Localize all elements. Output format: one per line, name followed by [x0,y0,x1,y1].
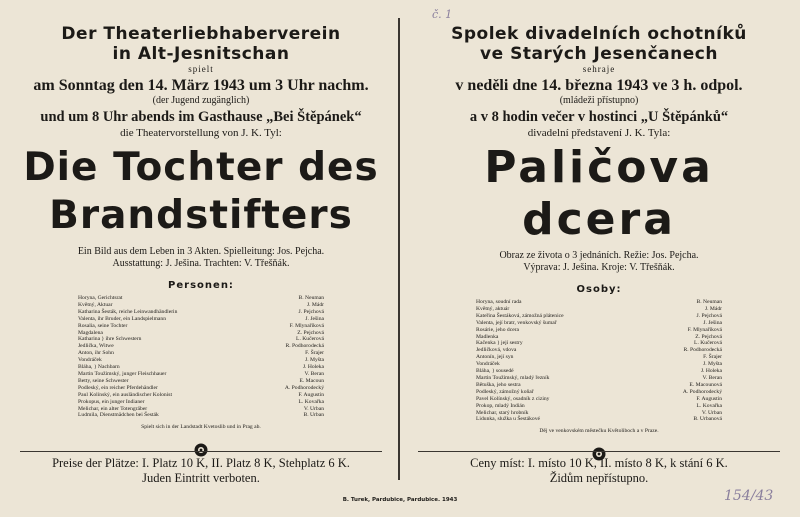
cast-actor: B. Neuman [696,299,722,305]
czech-prices [418,456,780,486]
cast-role: Bláha, } sousedé [476,368,514,375]
czech-title-line2: dcera [522,194,676,245]
german-title-line2: Brandstifters [49,193,353,238]
handwritten-note-top: č. 1 [432,8,453,21]
cast-role: Prokop, mladý Indián [476,402,525,409]
german-info-line2: Ausstattung: J. Ješina. Trachten: V. Třešňák. [112,258,290,269]
cast-row [476,354,722,361]
cast-actor: A. Podhorodecký [284,384,324,391]
cast-actor: F. Šrajer [703,354,722,361]
cast-row [476,306,722,313]
cast-actor: V. Urban [303,405,324,412]
cast-actor: B. Neuman [298,295,324,301]
cast-role: Antonín, její syn [476,354,514,361]
cast-role: Pavel Kolínský, osadník z ciziny [476,395,550,402]
czech-info-line1: Obraz ze života o 3 jednáních. Režie: Jos. Pejcha. [499,250,699,261]
cast-row [78,399,324,406]
cast-row [78,343,324,350]
cast-row [476,327,722,334]
cast-row [78,378,324,385]
cast-actor: E. Macounová [689,381,722,388]
german-production-info [20,246,382,270]
german-youth-note: (der Jugend zugänglich) [152,95,250,106]
cast-role: Horyna, Gerichtsrat [78,295,123,301]
german-prices-line1: Preise der Plätze: I. Platz 10 K, II. Platz 8 K, Stehplatz 6 K. [52,456,350,470]
cast-actor: J. Ješina [305,315,324,322]
cast-actor: F. Šrajer [305,350,324,357]
cast-actor: L. Kučerová [694,340,722,347]
cast-row [78,295,324,302]
cast-actor: B. Urban [303,412,324,419]
cast-role: Ludmila, Dienstmädchen bei Šesták [78,412,159,419]
cast-actor: F. Mlynaříková [687,326,722,333]
czech-title-line1: Paličova [484,142,714,193]
cast-row [78,330,324,337]
cast-actor: L. Kovařka [298,398,324,405]
handwritten-note-bottom: 154/43 [724,488,774,504]
cast-role: Katharina Šesták, reiche Leinwandhändlerin [78,308,178,315]
czech-cast-footer: Děj ve venkovském městečku Květoliboch a v Praze. [539,428,659,435]
cast-role: Martin Toužimský, mladý řezník [476,374,550,381]
cast-row [476,299,722,306]
cast-role: Lidunka, služka u Šestákové [476,416,541,423]
cast-actor: J. Mádr [704,305,722,312]
cast-row [476,368,722,375]
cast-row [78,364,324,371]
czech-prices-line2: Židům nepřístupno. [549,471,649,485]
cast-actor: R. Podhorodecká [683,347,722,354]
cast-actor: F. Mlynaříková [289,322,324,329]
cast-role: Vondráček [476,361,500,368]
cast-role: Jedlička, Witwe [78,343,114,350]
czech-verb: sehraje [582,64,616,74]
cast-row [476,340,722,347]
cast-role: Magdalena [78,329,103,336]
cast-role: Bětuška, jeho sestra [476,381,521,388]
czech-prices-line1: Ceny míst: I. místo 10 K, II. místo 8 K, k stání 6 K. [470,456,728,470]
cast-actor: J. Holeka [700,368,722,375]
cast-actor: J. Pejchová [696,312,722,319]
cast-row [476,416,722,423]
cast-actor: J. Myšta [703,361,722,368]
cast-row [78,357,324,364]
cast-row [78,323,324,330]
cast-actor: Z. Pejchová [695,333,722,340]
cast-row [476,382,722,389]
czech-date: v neděli dne 14. března 1943 ve 3 h. odpol. [455,77,743,94]
cast-actor: J. Holeka [302,364,324,371]
german-column [6,0,396,480]
czech-price-rule [418,451,780,452]
cast-actor: J. Myšta [305,357,324,364]
german-cast-list [78,295,324,419]
czech-youth-note: (mládeži přístupno) [559,95,639,106]
german-presentation: die Theatervorstellung von J. K. Tyl: [120,127,282,139]
cast-row [78,350,324,357]
czech-production-info [418,250,780,274]
german-date: am Sonntag den 14. März 1943 um 3 Uhr nachm. [33,77,369,94]
cast-role: Jedličková, vdova [476,347,517,354]
cast-role: Vondráček [78,357,102,364]
german-prices-line2: Juden Eintritt verboten. [142,471,260,485]
cast-role: Podleský, ein reicher Pferdehändler [78,384,158,391]
german-org-line2: in Alt-Jesnitschan [112,44,290,64]
ornament-icon [194,443,208,457]
cast-row [78,302,324,309]
cast-actor: V. Beran [304,370,324,377]
czech-info-line2: Výprava: J. Ješina. Kroje: V. Třešňák. [523,262,675,273]
cast-role: Rosalia, seine Tochter [78,322,128,329]
german-venue: und um 8 Uhr abends im Gasthause „Bei Štěpánek“ [40,109,362,125]
cast-actor: E. Macoun [299,377,324,384]
cast-actor: L. Kovařka [696,402,722,409]
cast-role: Květný, Aktuar [78,301,113,308]
german-cast-footer: Spielt sich in der Landstadt Kvetoslib und in Prag ab. [141,424,261,431]
czech-venue: a v 8 hodin večer v hostinci „U Štěpánků“ [469,109,729,125]
german-info-line1: Ein Bild aus dem Leben in 3 Akten. Spielleitung: Jos. Pejcha. [77,246,325,257]
german-cast-heading: Personen: [168,280,234,291]
cast-role: Paul Kolínský, ein ausländischer Kolonist [78,391,172,398]
cast-row [78,336,324,343]
german-verb: spielt [188,64,214,74]
printer-imprint: B. Turek, Pardubice, Pardubice. 1943 [342,497,458,503]
cast-role: Melichar, ein alter Totengräber [78,405,148,412]
cast-row [476,361,722,368]
cast-role: Betty, seine Schwester [78,377,129,384]
german-title-line1: Die Tochter des [23,145,379,190]
cast-role: Kateřina Šestáková, zámožná plátenice [476,312,564,319]
cast-row [78,309,324,316]
cast-row [476,375,722,382]
cast-actor: B. Urbanová [693,416,722,423]
cast-role: Anton, ihr Sohn [78,350,114,357]
cast-role: Horyna, soudní rada [476,299,522,305]
cast-row [78,392,324,399]
german-org-line1: Der Theaterliebhaberverein [61,24,341,44]
cast-row [476,334,722,341]
cast-actor: Z. Pejchová [297,329,324,336]
cast-actor: J. Mádr [306,301,324,308]
czech-presentation: divadelní představení J. K. Tyla: [527,127,671,139]
cast-actor: F. Augustin [696,395,722,402]
czech-cast-heading: Osoby: [576,284,622,295]
cast-actor: J. Ješina [703,319,722,326]
cast-row [78,385,324,392]
czech-cast-list [476,299,722,423]
cast-actor: V. Beran [702,374,722,381]
cast-role: Madlenka [476,333,499,340]
cast-role: Valenta, ihr Bruder, ein Landspielmann [78,315,167,322]
cast-row [476,347,722,354]
cast-role: Květný, aktuár [476,305,510,312]
cast-actor: L. Kučerová [296,336,324,343]
cast-actor: J. Pejchová [298,308,324,315]
czech-org-line1: Spolek divadelních ochotníků [451,24,747,44]
cast-row [476,313,722,320]
cast-row [78,316,324,323]
cast-actor: A. Podhorodecký [682,388,722,395]
cast-actor: V. Urban [701,409,722,416]
cast-actor: R. Podhorodecká [285,343,324,350]
cast-row [476,396,722,403]
cast-row [78,412,324,419]
cast-row [476,389,722,396]
cast-role: Podleský, zámožný koňař [476,388,534,395]
german-price-rule [20,451,382,452]
cast-row [78,371,324,378]
cast-actor: F. Augustin [298,391,324,398]
cast-role: Rosárie, jeho dcera [476,326,520,333]
cast-row [476,403,722,410]
cast-row [476,320,722,327]
column-divider [398,18,400,480]
czech-column [404,0,794,480]
german-prices [20,456,382,486]
cast-role: Martin Toužimský, junger Fleischhauer [78,370,167,377]
cast-role: Katharina } ihre Schwestern [78,336,142,343]
cast-role: Bláha, } Nachbarn [78,364,120,371]
cast-role: Prokopus, ein junger Indianer [78,398,145,405]
cast-role: Melichar, starý hrobník [476,409,529,416]
czech-org-line2: ve Starých Jesenčanech [480,44,718,64]
cast-role: Valenta, její bratr, venkovský šumař [476,319,557,326]
cast-role: Kačenka } její sestry [476,340,523,347]
